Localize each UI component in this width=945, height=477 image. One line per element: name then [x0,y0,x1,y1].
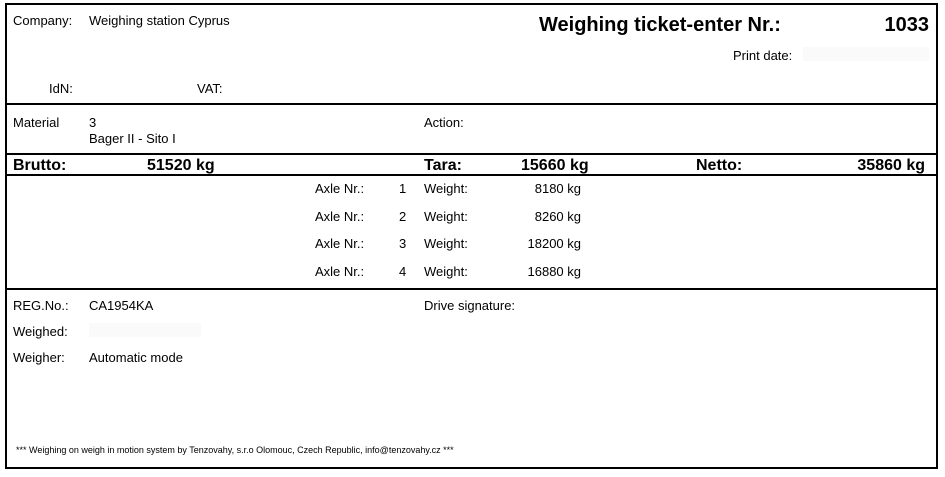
reg-label: REG.No.: [13,298,69,313]
axle-label: Axle Nr.: [315,181,365,196]
brutto-label: Brutto: [13,157,67,174]
idn-label: IdN: [49,81,73,96]
section-divider [7,103,936,105]
axle-label: Axle Nr.: [315,236,365,251]
footer-note: *** Weighing on weigh in motion system by Tenzovahy, s.r.o Olomouc, Czech Republic, info@tenzovahy.cz *** [16,445,454,455]
weighing-ticket [5,3,938,469]
axle-number: 2 [399,209,407,224]
axle-weight-label: Weight: [424,209,468,224]
axle-weight-label: Weight: [424,236,468,251]
print-date-label: Print date: [733,48,793,63]
axle-weight-value: 16880 kg [527,264,581,279]
axle-weight-value: 8180 kg [534,181,581,196]
netto-label: Netto: [696,157,743,174]
ticket-title: Weighing ticket-enter Nr.: [539,14,781,36]
axle-number: 4 [399,264,407,279]
company-value: Weighing station Cyprus [89,13,230,28]
action-label: Action: [424,115,464,130]
weights-top-divider [7,153,936,155]
weighed-label: Weighed: [13,324,68,339]
vehicle-divider [7,288,936,290]
brutto-value: 51520 kg [147,157,215,174]
axle-number: 1 [399,181,407,196]
axle-number: 3 [399,236,407,251]
material-code: 3 [89,115,97,130]
axle-label: Axle Nr.: [315,209,365,224]
tara-label: Tara: [424,157,462,174]
weigher-label: Weigher: [13,350,65,365]
weighed-value [89,323,201,337]
axle-weight-value: 8260 kg [534,209,581,224]
reg-value: CA1954KA [89,298,154,313]
print-date-value [803,47,929,61]
axle-weight-label: Weight: [424,264,468,279]
tara-value: 15660 kg [521,157,589,174]
material-name: Bager II - Sito I [89,131,176,146]
weigher-value: Automatic mode [89,350,183,365]
company-label: Company: [13,13,73,28]
ticket-number: 1033 [884,14,929,36]
axle-weight-label: Weight: [424,181,468,196]
driver-signature-label: Drive signature: [424,298,516,313]
weights-bottom-divider [7,174,936,176]
material-label: Material [13,115,60,130]
vat-label: VAT: [197,81,223,96]
axle-label: Axle Nr.: [315,264,365,279]
axle-weight-value: 18200 kg [527,236,581,251]
netto-value: 35860 kg [857,157,925,174]
